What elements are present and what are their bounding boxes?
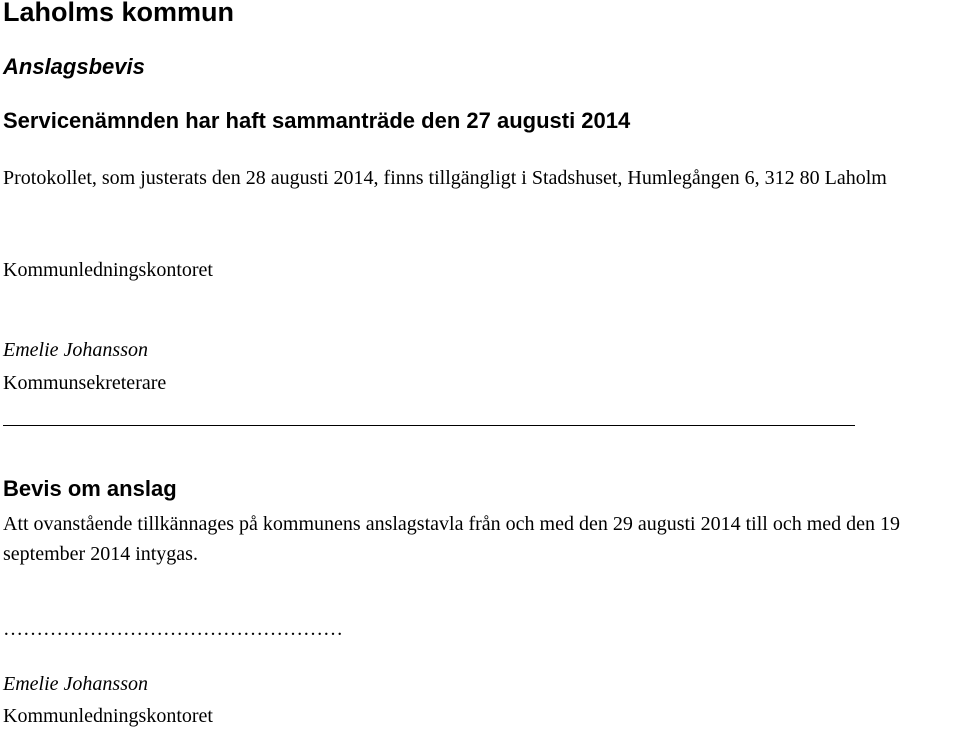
- signature-line: ……………………………………………: [3, 618, 343, 640]
- proof-office-name: Kommunledningskontoret: [3, 705, 213, 727]
- signatory-title: Kommunsekreterare: [3, 372, 167, 394]
- proof-heading: Bevis om anslag: [3, 476, 177, 501]
- office-name: Kommunledningskontoret: [3, 259, 213, 281]
- proof-text: Att ovanstående tillkännages på kommunens anslagstavla från och med den 29 augusti 2014 till och med den 19 september 2014 intygas.: [3, 513, 901, 565]
- document-title: Anslagsbevis: [3, 54, 145, 79]
- proof-signatory-name: Emelie Johansson: [3, 673, 148, 695]
- meeting-heading: Servicenämnden har haft sammanträde den 27 augusti 2014: [3, 108, 631, 133]
- signatory-name: Emelie Johansson: [3, 339, 148, 361]
- protocol-text: Protokollet, som justerats den 28 augusti 2014, finns tillgängligt i Stadshuset, Humlegången 6, 312 80 Laholm: [3, 167, 887, 189]
- divider: [3, 425, 855, 426]
- organization-name: Laholms kommun: [3, 0, 235, 27]
